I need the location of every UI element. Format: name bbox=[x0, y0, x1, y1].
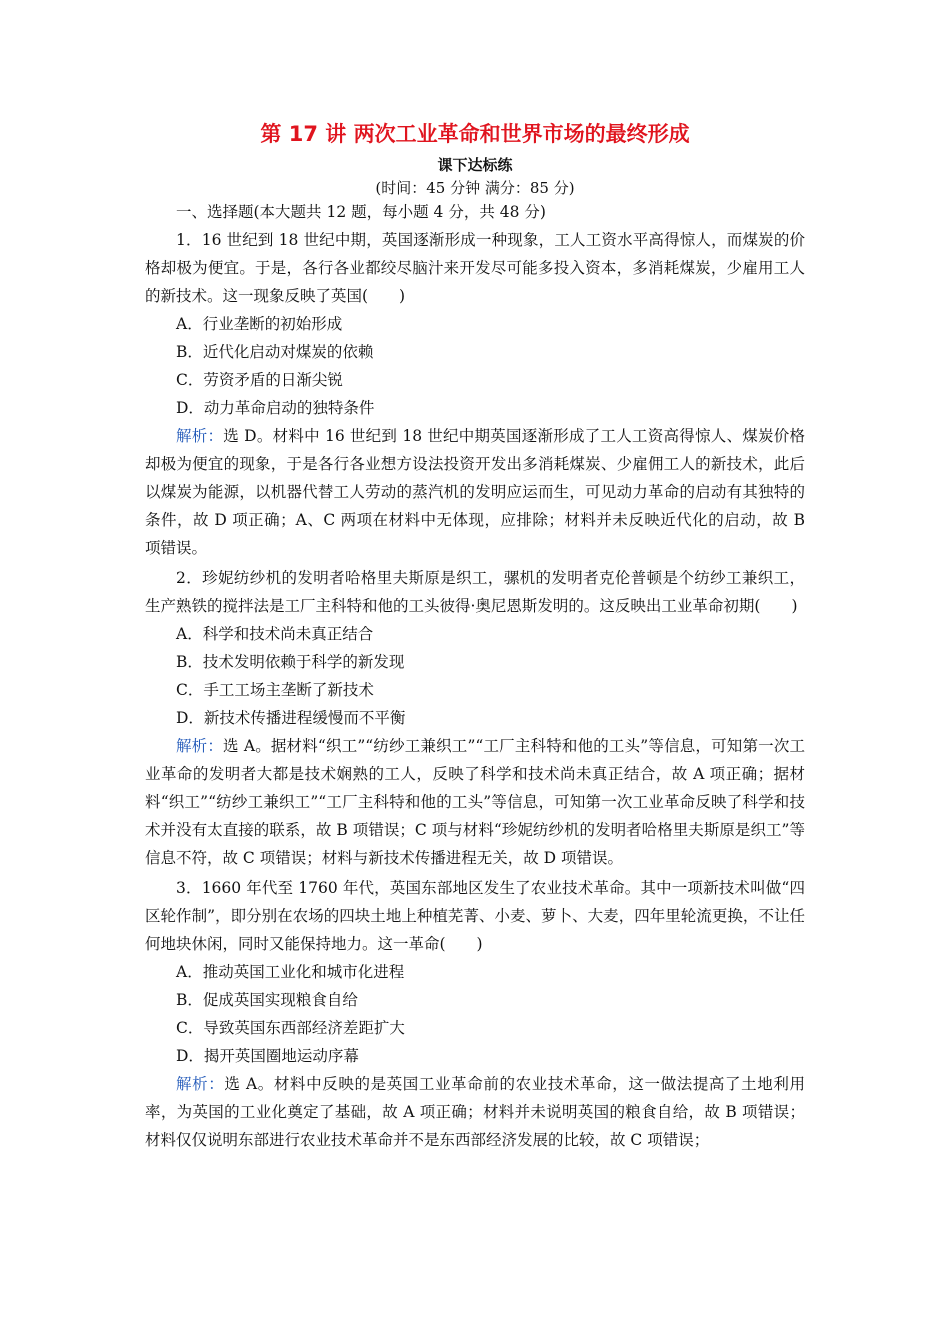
section-heading: 一、选择题(本大题共 12 题，每小题 4 分，共 48 分) bbox=[176, 203, 546, 221]
option-d: D．揭开英国圈地运动序幕 bbox=[176, 1047, 359, 1065]
answer-analysis bbox=[145, 732, 805, 872]
question-block bbox=[145, 226, 805, 562]
answer-analysis bbox=[145, 1070, 805, 1154]
analysis-text: 选 A。材料中反映的是英国工业革命前的农业技术革命，这一做法提高了土地利用率，为英国的工业化奠定了基础，故 A 项正确；材料并未说明英国的粮食自给，故 B 项错误；材料仅仅说明东部进行农业技术革命并不是东西部经济发展的比较，故 C 项错误； bbox=[145, 1075, 805, 1149]
option-c: C．导致英国东西部经济差距扩大 bbox=[176, 1019, 405, 1037]
option-c: C．手工工场主垄断了新技术 bbox=[176, 681, 374, 699]
option-c: C．劳资矛盾的日渐尖锐 bbox=[176, 371, 343, 389]
analysis-label: 解析： bbox=[176, 427, 224, 445]
option-d: D．新技术传播进程缓慢而不平衡 bbox=[176, 709, 406, 727]
exam-meta: (时间：45 分钟 满分：85 分) bbox=[375, 179, 575, 197]
option-a: A．行业垄断的初始形成 bbox=[176, 315, 343, 333]
analysis-label: 解析： bbox=[176, 1075, 225, 1093]
option-b: B．技术发明依赖于科学的新发现 bbox=[176, 653, 405, 671]
option-b: B．促成英国实现粮食自给 bbox=[176, 991, 358, 1009]
analysis-text: 选 A。据材料“织工”“纺纱工兼织工”“工厂主科特和他的工头”等信息，可知第一次工业革命的发明者大都是技术娴熟的工人，反映了科学和技术尚未真正结合，故 A 项正确；据材料“织工”“纺纱工兼织工”“工厂主科特和他的工头”等信息，可知第一次工业革命反映了科学和技术并没有太直接的联系，故 B 项错误；C 项与材料“珍妮纺纱机的发明者哈格里夫斯原是织工”等信息不符，故 C 项错误；材料与新技术传播进程无关，故 D 项错误。 bbox=[145, 737, 805, 867]
option-a: A．科学和技术尚未真正结合 bbox=[176, 625, 374, 643]
analysis-label: 解析： bbox=[176, 737, 224, 755]
option-d: D．动力革命启动的独特条件 bbox=[176, 399, 375, 417]
answer-analysis bbox=[145, 422, 805, 562]
question-stem: 1．16 世纪到 18 世纪中期，英国逐渐形成一种现象，工人工资水平高得惊人，而煤炭的价格却极为便宜。于是，各行各业都绞尽脑汁来开发尽可能多投入资本，多消耗煤炭，少雇用工人的新技术。这一现象反映了英国( ) bbox=[145, 231, 805, 305]
analysis-text: 选 D。材料中 16 世纪到 18 世纪中期英国逐渐形成了工人工资高得惊人、煤炭价格却极为便宜的现象，于是各行各业想方设法投资开发出多消耗煤炭、少雇佣工人的新技术，此后以煤炭为能源，以机器代替工人劳动的蒸汽机的发明应运而生，可见动力革命的启动有其独特的条件，故 D 项正确；A、C 两项在材料中无体现，应排除；材料并未反映近代化的启动，故 B 项错误。 bbox=[145, 427, 805, 557]
question-block bbox=[145, 564, 805, 872]
question-stem: 2．珍妮纺纱机的发明者哈格里夫斯原是织工，骡机的发明者克伦普顿是个纺纱工兼织工，生产熟铁的搅拌法是工厂主科特和他的工头彼得·奥尼恩斯发明的。这反映出工业革命初期( ) bbox=[145, 569, 805, 615]
question-stem: 3．1660 年代至 1760 年代，英国东部地区发生了农业技术革命。其中一项新技术叫做“四区轮作制”，即分别在农场的四块土地上种植芜菁、小麦、萝卜、大麦，四年里轮流更换，不让任何地块休闲，同时又能保持地力。这一革命( ) bbox=[145, 879, 805, 953]
question-block bbox=[145, 874, 805, 1154]
option-a: A．推动英国工业化和城市化进程 bbox=[176, 963, 405, 981]
page-subtitle: 课下达标练 bbox=[437, 156, 513, 174]
option-b: B．近代化启动对煤炭的依赖 bbox=[176, 343, 374, 361]
page-title: 第 17 讲 两次工业革命和世界市场的最终形成 bbox=[260, 122, 690, 146]
